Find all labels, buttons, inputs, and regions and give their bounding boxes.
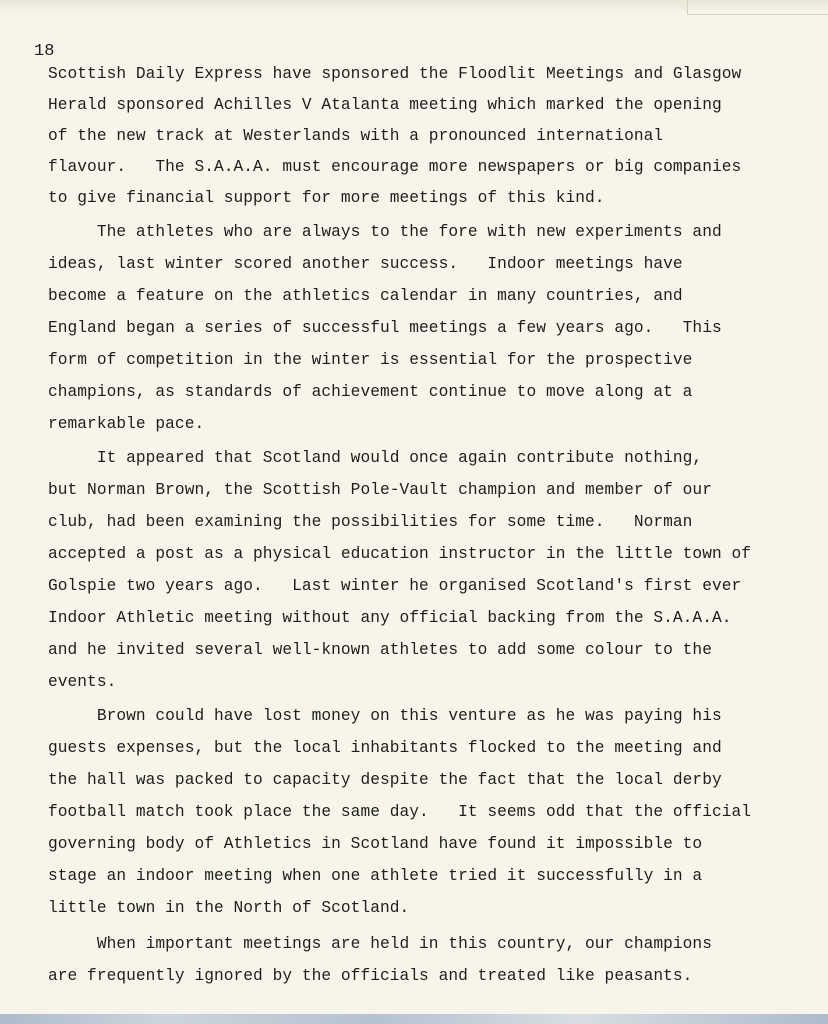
text-line: remarkable pace. <box>48 415 205 433</box>
text-line: Brown could have lost money on this venture as he was paying his <box>48 707 722 725</box>
text-line: the hall was packed to capacity despite the fact that the local derby <box>48 771 722 789</box>
page-number: 18 <box>34 42 55 61</box>
text-line: The athletes who are always to the fore with new experiments and <box>48 223 722 241</box>
page-corner-mark <box>687 0 828 15</box>
text-line: form of competition in the winter is essential for the prospective <box>48 351 693 369</box>
text-line: events. <box>48 673 117 691</box>
text-line: to give financial support for more meetings of this kind. <box>48 189 605 207</box>
text-line: guests expenses, but the local inhabitants flocked to the meeting and <box>48 739 722 757</box>
text-line: of the new track at Westerlands with a pronounced international <box>48 127 664 145</box>
text-line: England began a series of successful meetings a few years ago. This <box>48 319 722 337</box>
text-line: champions, as standards of achievement continue to move along at a <box>48 383 693 401</box>
text-line: governing body of Athletics in Scotland have found it impossible to <box>48 835 703 853</box>
text-line: become a feature on the athletics calendar in many countries, and <box>48 287 683 305</box>
text-line: Herald sponsored Achilles V Atalanta meeting which marked the opening <box>48 96 722 114</box>
text-line: and he invited several well-known athletes to add some colour to the <box>48 641 712 659</box>
text-line: Golspie two years ago. Last winter he organised Scotland's first ever <box>48 577 742 595</box>
text-line: When important meetings are held in this country, our champions <box>48 935 712 953</box>
text-line: but Norman Brown, the Scottish Pole-Vault champion and member of our <box>48 481 712 499</box>
text-line: club, had been examining the possibilities for some time. Norman <box>48 513 693 531</box>
text-line: little town in the North of Scotland. <box>48 899 410 917</box>
text-line: ideas, last winter scored another success. Indoor meetings have <box>48 255 683 273</box>
text-line: Indoor Athletic meeting without any official backing from the S.A.A.A. <box>48 609 732 627</box>
text-line: are frequently ignored by the officials and treated like peasants. <box>48 967 693 985</box>
text-line: football match took place the same day. It seems odd that the official <box>48 803 752 821</box>
text-line: It appeared that Scotland would once again contribute nothing, <box>48 449 703 467</box>
text-line: flavour. The S.A.A.A. must encourage more newspapers or big companies <box>48 158 742 176</box>
text-line: accepted a post as a physical education instructor in the little town of <box>48 545 752 563</box>
text-line: Scottish Daily Express have sponsored the Floodlit Meetings and Glasgow <box>48 65 742 83</box>
text-line: stage an indoor meeting when one athlete tried it successfully in a <box>48 867 703 885</box>
page-bottom-edge <box>0 1014 828 1024</box>
